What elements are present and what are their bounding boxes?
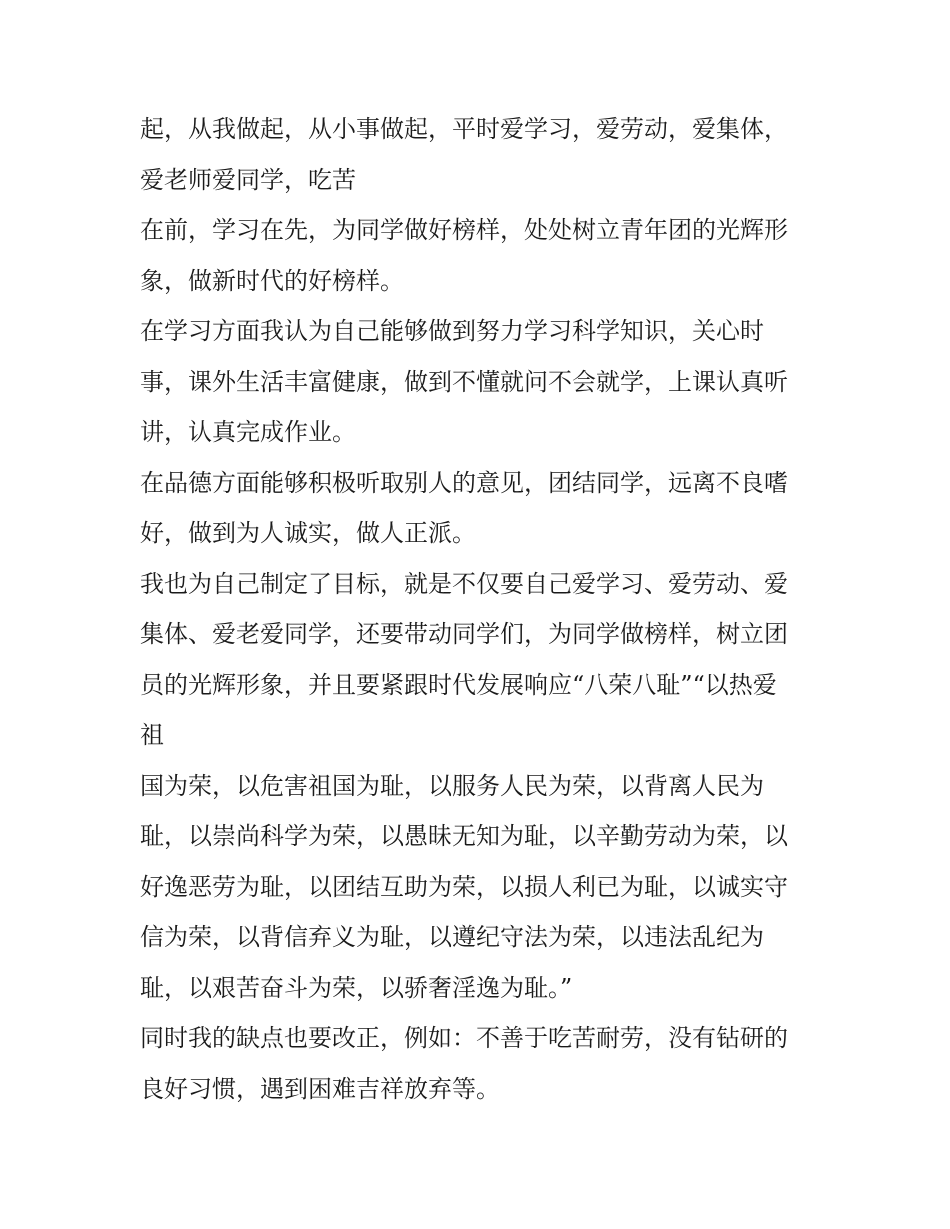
text-line: 象，做新时代的好榜样。 bbox=[140, 266, 404, 295]
text-line: 在前，学习在先，为同学做好榜样，处处树立青年团的光辉形 bbox=[140, 216, 788, 244]
text-line: 耻，以艰苦奋斗为荣，以骄奢淫逸为耻。” bbox=[140, 973, 573, 1002]
text-line: 同时我的缺点也要改正，例如：不善于吃苦耐劳，没有钻研的 bbox=[140, 1024, 788, 1052]
text-line: 祖 bbox=[140, 721, 164, 749]
text-line: 信为荣，以背信弃义为耻，以遵纪守法为荣，以违法乱纪为 bbox=[140, 923, 764, 951]
text-line: 集体、爱老爱同学，还要带动同学们，为同学做榜样，树立团 bbox=[140, 620, 788, 648]
text-line: 好逸恶劳为耻，以团结互助为荣，以损人利已为耻，以诚实守 bbox=[140, 872, 788, 901]
text-line: 讲，认真完成作业。 bbox=[140, 418, 356, 446]
text-line: 爱老师爱同学，吃苦 bbox=[140, 165, 356, 194]
text-line: 国为荣，以危害祖国为耻，以服务人民为荣，以背离人民为 bbox=[140, 771, 764, 800]
text-line: 耻，以崇尚科学为荣，以愚昧无知为耻，以辛勤劳动为荣，以 bbox=[140, 822, 788, 850]
text-line: 事，课外生活丰富健康，做到不懂就问不会就学，上课认真听 bbox=[140, 367, 788, 396]
text-line: 在品德方面能够积极听取别人的意见，团结同学，远离不良嗜 bbox=[140, 468, 788, 497]
text-line: 良好习惯，遇到困难吉祥放弃等。 bbox=[140, 1074, 500, 1103]
text-line: 员的光辉形象，并且要紧跟时代发展响应“八荣八耻”“以热爱 bbox=[140, 670, 777, 699]
text-line: 在学习方面我认为自己能够做到努力学习科学知识，关心时 bbox=[140, 317, 764, 345]
text-line: 我也为自己制定了目标，就是不仅要自己爱学习、爱劳动、爱 bbox=[140, 569, 788, 598]
text-line: 好，做到为人诚实，做人正派。 bbox=[140, 519, 476, 547]
document-body bbox=[140, 104, 820, 1114]
text-line: 起，从我做起，从小事做起，平时爱学习，爱劳动，爱集体， bbox=[140, 115, 788, 143]
